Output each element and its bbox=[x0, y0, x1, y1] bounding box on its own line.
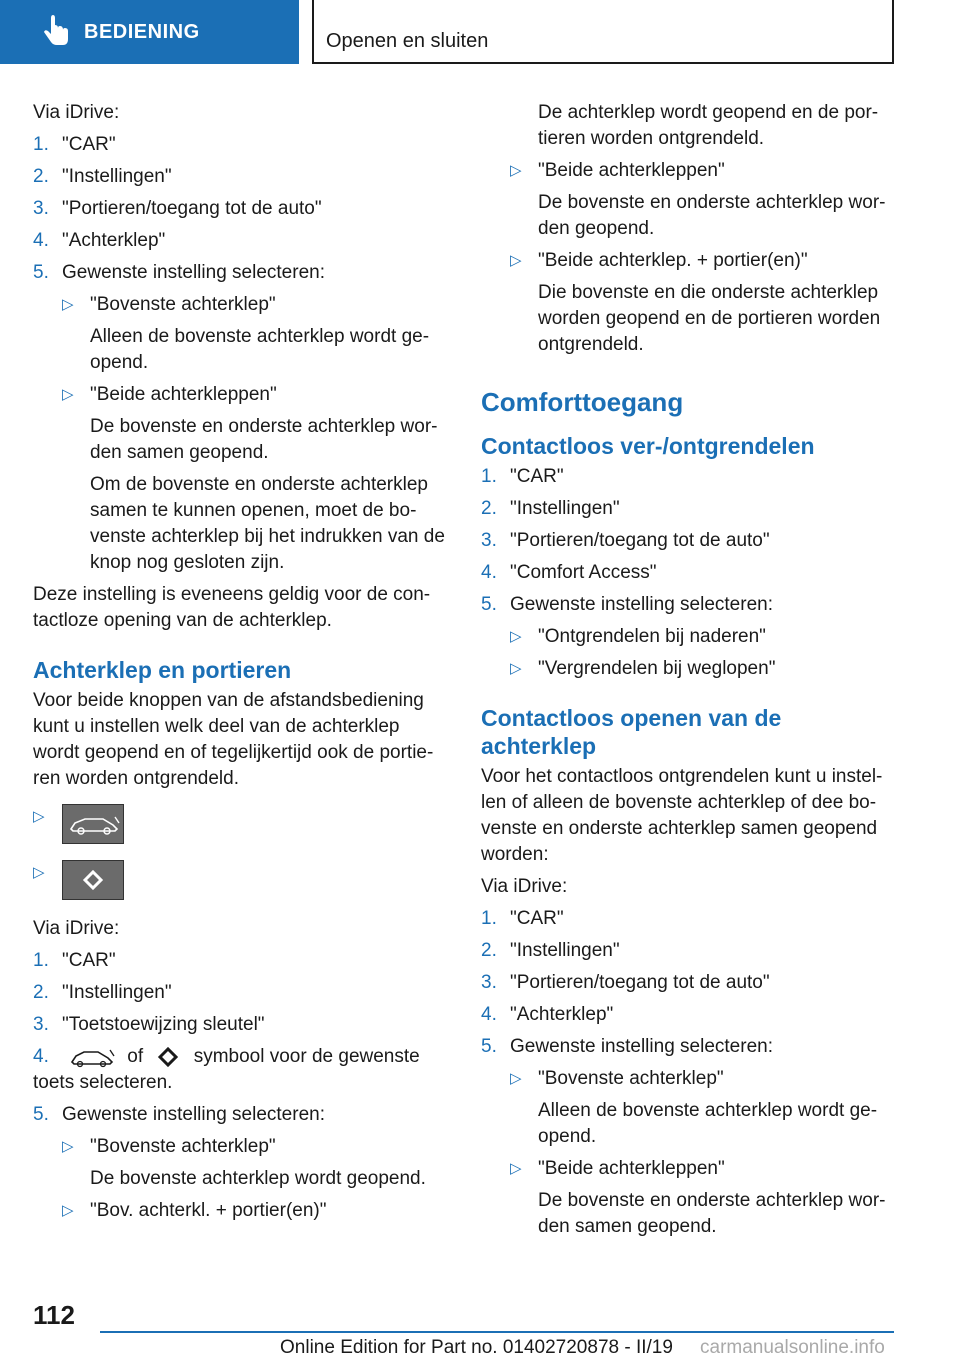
paragraph: Voor het contactloos ontgrendelen kunt u instel-len of alleen de bovenste achterklep of dee bo-venste en onderste achterklep samen geopend worden: bbox=[481, 766, 883, 865]
option-item: ▷ "Bovenste achterklep" bbox=[481, 1066, 896, 1092]
triangle-bullet-icon: ▷ bbox=[510, 1070, 522, 1087]
chapter-header bbox=[312, 0, 894, 64]
section-tab bbox=[0, 0, 299, 64]
triangle-bullet-icon: ▷ bbox=[510, 660, 522, 677]
section-heading: Achterklep en portieren bbox=[33, 657, 292, 683]
hand-pointer-icon bbox=[38, 14, 74, 50]
list-item: 5. Gewenste instelling selecteren: bbox=[33, 1104, 325, 1125]
triangle-bullet-icon: ▷ bbox=[33, 808, 45, 825]
option-description: Alleen de bovenste achterklep wordt ge-opend. bbox=[90, 326, 430, 373]
right-column bbox=[481, 100, 896, 1246]
list-item: 4. of symbool voor de gewenste toets selecteren. bbox=[33, 1046, 420, 1093]
list-item: 1. "CAR" bbox=[33, 134, 116, 155]
triangle-bullet-icon: ▷ bbox=[510, 1160, 522, 1177]
subsection-heading: Contactloos openen van de achterklep bbox=[481, 705, 782, 759]
option-item: ▷ "Ontgrendelen bij naderen" bbox=[481, 624, 896, 650]
list-item: 3. "Portieren/toegang tot de auto" bbox=[33, 198, 322, 219]
triangle-bullet-icon: ▷ bbox=[510, 252, 522, 269]
chapter-title: Openen en sluiten bbox=[326, 30, 489, 52]
triangle-bullet-icon: ▷ bbox=[62, 1138, 74, 1155]
list-item: 2. "Instellingen" bbox=[33, 166, 172, 187]
list-item: 1. "CAR" bbox=[481, 466, 564, 487]
option-item: ▷ "Beide achterkleppen" bbox=[33, 382, 448, 408]
key-button-item bbox=[33, 860, 448, 900]
steps-list bbox=[33, 132, 448, 286]
list-item: 4. "Comfort Access" bbox=[481, 562, 657, 583]
option-item: ▷ "Bov. achterkl. + portier(en)" bbox=[33, 1198, 448, 1224]
via-idrive-text: Via iDrive: bbox=[33, 102, 120, 123]
paragraph: Voor beide knoppen van de afstandsbediening kunt u instellen welk deel van de achterklep wordt geopend en of tegelijkertijd ook de portie-ren worden ontgrendeld. bbox=[33, 690, 434, 789]
edition-text: Online Edition for Part no. 01402720878 - II/19 bbox=[280, 1337, 673, 1358]
key-button-item bbox=[33, 804, 448, 844]
list-item: 2. "Instellingen" bbox=[33, 982, 172, 1003]
triangle-bullet-icon: ▷ bbox=[33, 864, 45, 881]
footer-divider bbox=[100, 1331, 894, 1333]
option-item: ▷ "Beide achterkleppen" bbox=[481, 158, 896, 184]
list-item: 2. "Instellingen" bbox=[481, 940, 620, 961]
list-item: 5. Gewenste instelling selecteren: bbox=[481, 1036, 773, 1057]
paragraph: Deze instelling is eveneens geldig voor de con-tactloze opening van de achterklep. bbox=[33, 584, 431, 631]
option-description: De bovenste en onderste achterklep wor-den samen geopend. bbox=[90, 416, 438, 463]
list-item: 4. "Achterklep" bbox=[481, 1004, 614, 1025]
section-label: BEDIENING bbox=[84, 20, 200, 43]
list-item: 3. "Portieren/toegang tot de auto" bbox=[481, 530, 770, 551]
list-item: 1. "CAR" bbox=[481, 908, 564, 929]
option-description: De bovenste en onderste achterklep wor-den samen geopend. bbox=[538, 1190, 886, 1237]
option-description: De bovenste en onderste achterklep wor-den geopend. bbox=[538, 192, 886, 239]
triangle-bullet-icon: ▷ bbox=[510, 162, 522, 179]
car-outline-icon bbox=[68, 1046, 116, 1068]
option-description: De bovenste achterklep wordt geopend. bbox=[90, 1168, 426, 1189]
subsection-heading: Contactloos ver-/ontgrendelen bbox=[481, 433, 815, 459]
option-note: Om de bovenste en onderste achterklep samen te kunnen openen, moet de bo-venste achterklep bij het indrukken van de knop nog gesloten zijn. bbox=[90, 474, 445, 573]
option-item: ▷ "Vergrendelen bij weglopen" bbox=[481, 656, 896, 682]
triangle-bullet-icon: ▷ bbox=[510, 628, 522, 645]
option-description: De achterklep wordt geopend en de por-tieren worden ontgrendeld. bbox=[538, 102, 879, 149]
list-item: 3. "Portieren/toegang tot de auto" bbox=[481, 972, 770, 993]
option-description: Alleen de bovenste achterklep wordt ge-opend. bbox=[538, 1100, 878, 1147]
diamond-key-icon bbox=[62, 860, 124, 900]
section-heading: Comforttoegang bbox=[481, 387, 684, 417]
left-column bbox=[33, 100, 448, 1230]
page-number: 112 bbox=[33, 1300, 75, 1330]
via-idrive-text: Via iDrive: bbox=[33, 918, 120, 939]
triangle-bullet-icon: ▷ bbox=[62, 296, 74, 313]
via-idrive-text: Via iDrive: bbox=[481, 876, 568, 897]
option-item: ▷ "Beide achterklep. + portier(en)" bbox=[481, 248, 896, 274]
option-item: ▷ "Bovenste achterklep" bbox=[33, 1134, 448, 1160]
list-item: 1. "CAR" bbox=[33, 950, 116, 971]
triangle-bullet-icon: ▷ bbox=[62, 386, 74, 403]
list-item: 2. "Instellingen" bbox=[481, 498, 620, 519]
car-tailgate-key-icon bbox=[62, 804, 124, 844]
option-item: ▷ "Beide achterkleppen" bbox=[481, 1156, 896, 1182]
option-item: ▷ "Bovenste achterklep" bbox=[33, 292, 448, 318]
option-description: Die bovenste en die onderste achterklep worden geopend en de portieren worden ontgrendeld. bbox=[538, 282, 881, 355]
list-item: 5. Gewenste instelling selecteren: bbox=[481, 594, 773, 615]
watermark-text: carmanualsonline.info bbox=[700, 1337, 885, 1358]
list-item: 5. Gewenste instelling selecteren: bbox=[33, 262, 325, 283]
diamond-icon bbox=[154, 1046, 182, 1068]
triangle-bullet-icon: ▷ bbox=[62, 1202, 74, 1219]
list-item: 4. "Achterklep" bbox=[33, 230, 166, 251]
list-item: 3. "Toetstoewijzing sleutel" bbox=[33, 1014, 265, 1035]
